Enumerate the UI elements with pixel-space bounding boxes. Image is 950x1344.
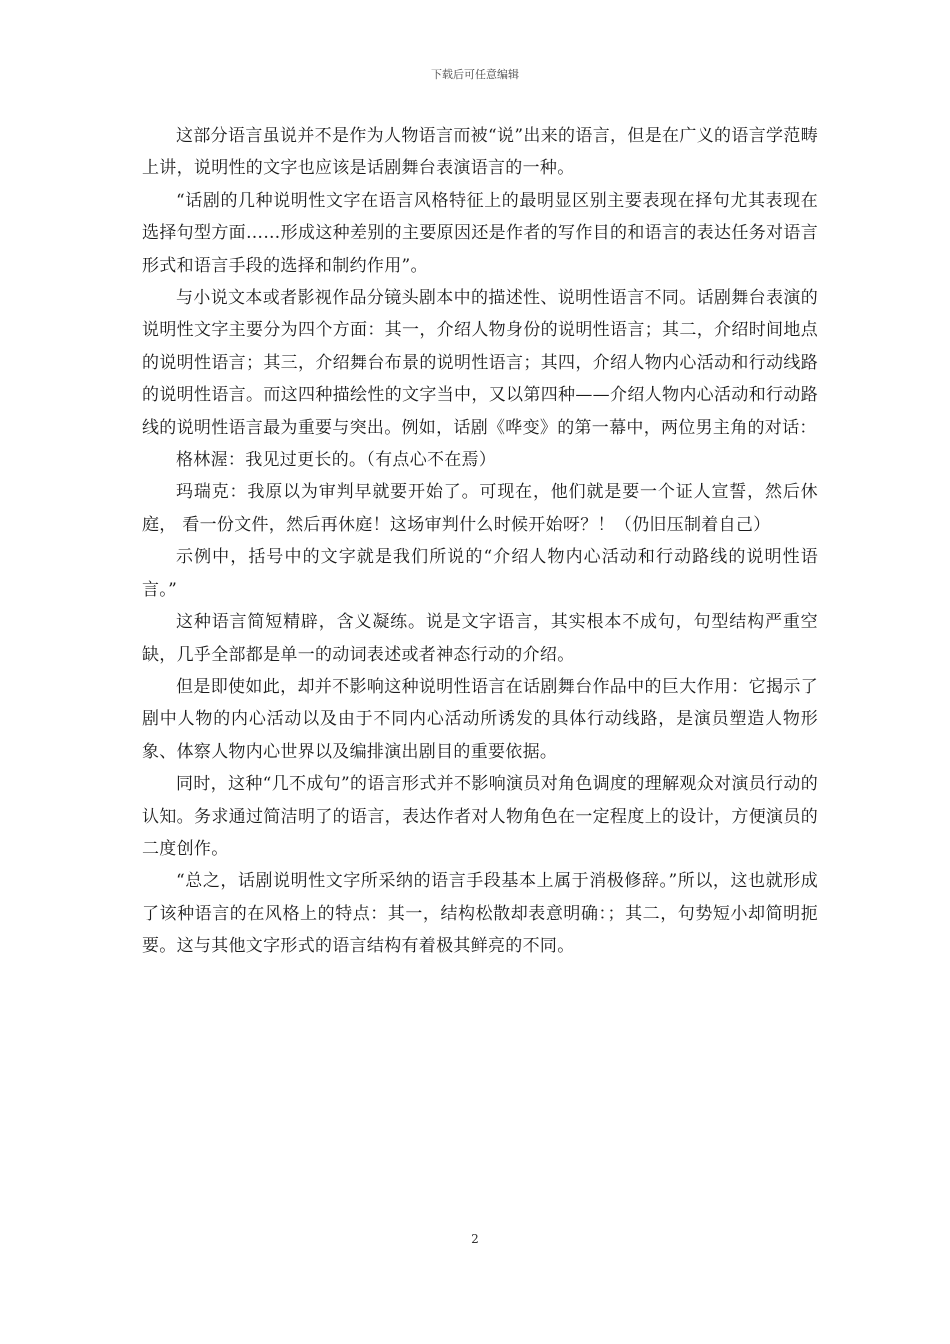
dialogue-line: 格林渥：我见过更长的。（有点心不在焉） xyxy=(176,450,497,471)
paragraph: 这部分语言虽说并不是作为人物语言而被“说”出来的语言，但是在广义的语言学范畴上讲，说明性的文字也应该是话剧舞台表演语言的一种。 xyxy=(142,126,818,179)
paragraph: 与小说文本或者影视作品分镜头剧本中的描述性、说明性语言不同。话剧舞台表演的说明性文字主要分为四个方面：其一，介绍人物身份的说明性语言；其二，介绍时间地点的说明性语言；其三，介绍舞台布景的说明性语言；其四，介绍人物内心活动和行动线路的说明性语言。而这四种描绘性的文字当中，又以第四种——介绍人物内心活动和行动路线的说明性语言最为重要与突出。例如，话剧《哗变》的第一幕中，两位男主角的对话： xyxy=(142,288,818,438)
paragraph: 同时，这种“几不成句”的语言形式并不影响演员对角色调度的理解观众对演员行动的认知。务求通过简洁明了的语言，表达作者对人物角色在一定程度上的设计，方便演员的二度创作。 xyxy=(142,774,818,859)
dialogue-line: 玛瑞克：我原以为审判早就要开始了。可现在，他们就是要一个证人宣誓，然后休庭， 看一份文件，然后再休庭！这场审判什么时候开始呀？！（仍旧压制着自己） xyxy=(142,482,818,535)
paragraph: “总之，话剧说明性文字所采纳的语言手段基本上属于消极修辞。”所以，这也就形成了该种语言的在风格上的特点：其一，结构松散却表意明确：；其二，句势短小却简明扼要。这与其他文字形式的语言结构有着极其鲜亮的不同。 xyxy=(142,871,818,957)
page-header: 下载后可任意编辑 xyxy=(431,68,519,81)
paragraph: 这种语言简短精辟，含义凝练。说是文字语言，其实根本不成句，句型结构严重空缺，几乎全部都是单一的动词表述或者神态行动的介绍。 xyxy=(142,612,818,665)
document-body xyxy=(142,120,818,963)
paragraph: 但是即使如此，却并不影响这种说明性语言在话剧舞台作品中的巨大作用：它揭示了剧中人物的内心活动以及由于不同内心活动所诱发的具体行动线路，是演员塑造人物形象、体察人物内心世界以及编排演出剧目的重要依据。 xyxy=(142,676,818,762)
paragraph: “话剧的几种说明性文字在语言风格特征上的最明显区别主要表现在择句尤其表现在选择句型方面……形成这种差别的主要原因还是作者的写作目的和语言的表达任务对语言形式和语言手段的选择和制约作用”。 xyxy=(142,190,818,276)
paragraph: 示例中，括号中的文字就是我们所说的“介绍人物内心活动和行动路线的说明性语言。” xyxy=(142,547,818,600)
page-number: 2 xyxy=(471,1232,479,1246)
